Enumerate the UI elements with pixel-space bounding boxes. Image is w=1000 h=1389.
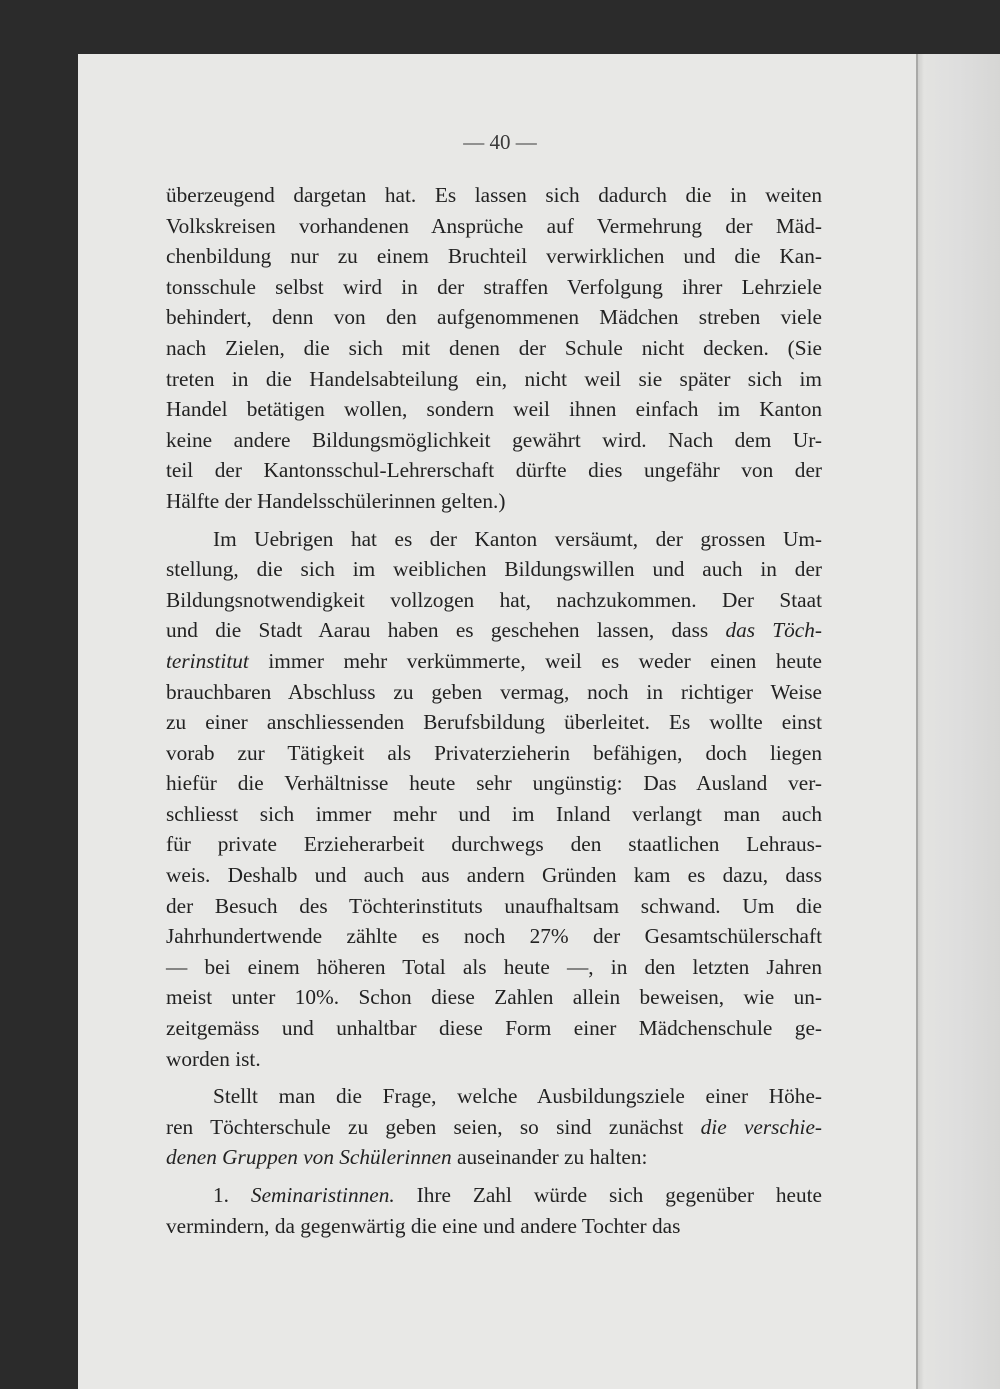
text-line: treten in die Handelsabteilung ein, nicht weil sie später sich im	[166, 366, 822, 391]
text-line: für private Erzieherarbeit durchwegs den staatlichen Lehraus-	[166, 832, 822, 857]
paragraph	[166, 180, 822, 517]
text-line: stellung, die sich im weiblichen Bildungswillen und auch in der	[166, 557, 822, 582]
text-line: denen Gruppen von Schülerinnen auseinander zu halten:	[166, 1145, 648, 1170]
text-line: schliesst sich immer mehr und im Inland verlangt man auch	[166, 801, 822, 826]
text-line: Stellt man die Frage, welche Ausbildungsziele einer Höhe-	[213, 1084, 822, 1109]
text-line: hiefür die Verhältnisse heute sehr ungünstig: Das Ausland ver-	[166, 771, 822, 796]
text-line: teil der Kantonsschul-Lehrerschaft dürfte dies ungefähr von der	[166, 458, 822, 483]
paragraph	[166, 1081, 822, 1173]
text-line: vermindern, da gegenwärtig die eine und andere Tochter das	[166, 1213, 681, 1238]
text-line: tonsschule selbst wird in der straffen Verfolgung ihrer Lehrziele	[166, 274, 822, 299]
text-line: terinstitut immer mehr verkümmerte, weil es weder einen heute	[166, 648, 822, 673]
text-line: überzeugend dargetan hat. Es lassen sich dadurch die in weiten	[166, 183, 822, 207]
text-line: Jahrhundertwende zählte es noch 27% der Gesamtschülerschaft	[166, 924, 822, 949]
body-text	[166, 180, 822, 1241]
text-line: Handel betätigen wollen, sondern weil ihnen einfach im Kanton	[166, 397, 822, 422]
text-line: — bei einem höheren Total als heute —, in den letzten Jahren	[166, 954, 822, 979]
text-line: Volkskreisen vorhandenen Ansprüche auf Vermehrung der Mäd-	[166, 213, 822, 238]
text-line: zeitgemäss und unhaltbar diese Form einer Mädchenschule ge-	[166, 1016, 822, 1041]
text-line: zu einer anschliessenden Berufsbildung überleitet. Es wollte einst	[166, 710, 822, 735]
paragraph	[166, 524, 822, 1075]
text-line: worden ist.	[166, 1046, 261, 1071]
page-number: — 40 —	[463, 130, 537, 154]
text-line: Im Uebrigen hat es der Kanton versäumt, der grossen Um-	[213, 526, 822, 551]
text-line: ren Töchterschule zu geben seien, so sind zunächst die verschie-	[166, 1114, 822, 1139]
text-line: weis. Deshalb und auch aus andern Gründen kam es dazu, dass	[166, 863, 822, 888]
text-line: behindert, denn von den aufgenommenen Mädchen streben viele	[166, 305, 822, 330]
text-line: brauchbaren Abschluss zu geben vermag, noch in richtiger Weise	[166, 679, 822, 704]
text-line: 1. Seminaristinnen. Ihre Zahl würde sich gegenüber heute	[213, 1183, 822, 1207]
text-line: Hälfte der Handelsschülerinnen gelten.)	[166, 488, 506, 513]
text-line: keine andere Bildungsmöglichkeit gewährt wird. Nach dem Ur-	[166, 427, 822, 452]
paragraph	[166, 1180, 822, 1241]
text-line: vorab zur Tätigkeit als Privaterzieherin befähigen, doch liegen	[166, 740, 822, 765]
text-line: der Besuch des Töchterinstituts unaufhaltsam schwand. Um die	[166, 893, 822, 918]
text-line: und die Stadt Aarau haben es geschehen lassen, dass das Töch-	[166, 618, 822, 643]
text-line: meist unter 10%. Schon diese Zahlen allein beweisen, wie un-	[166, 985, 822, 1010]
text-line: Bildungsnotwendigkeit vollzogen hat, nachzukommen. Der Staat	[166, 587, 822, 612]
facing-page-edge	[916, 54, 1000, 1389]
text-line: nach Zielen, die sich mit denen der Schule nicht decken. (Sie	[166, 335, 822, 360]
text-line: chenbildung nur zu einem Bruchteil verwirklichen und die Kan-	[166, 244, 822, 269]
